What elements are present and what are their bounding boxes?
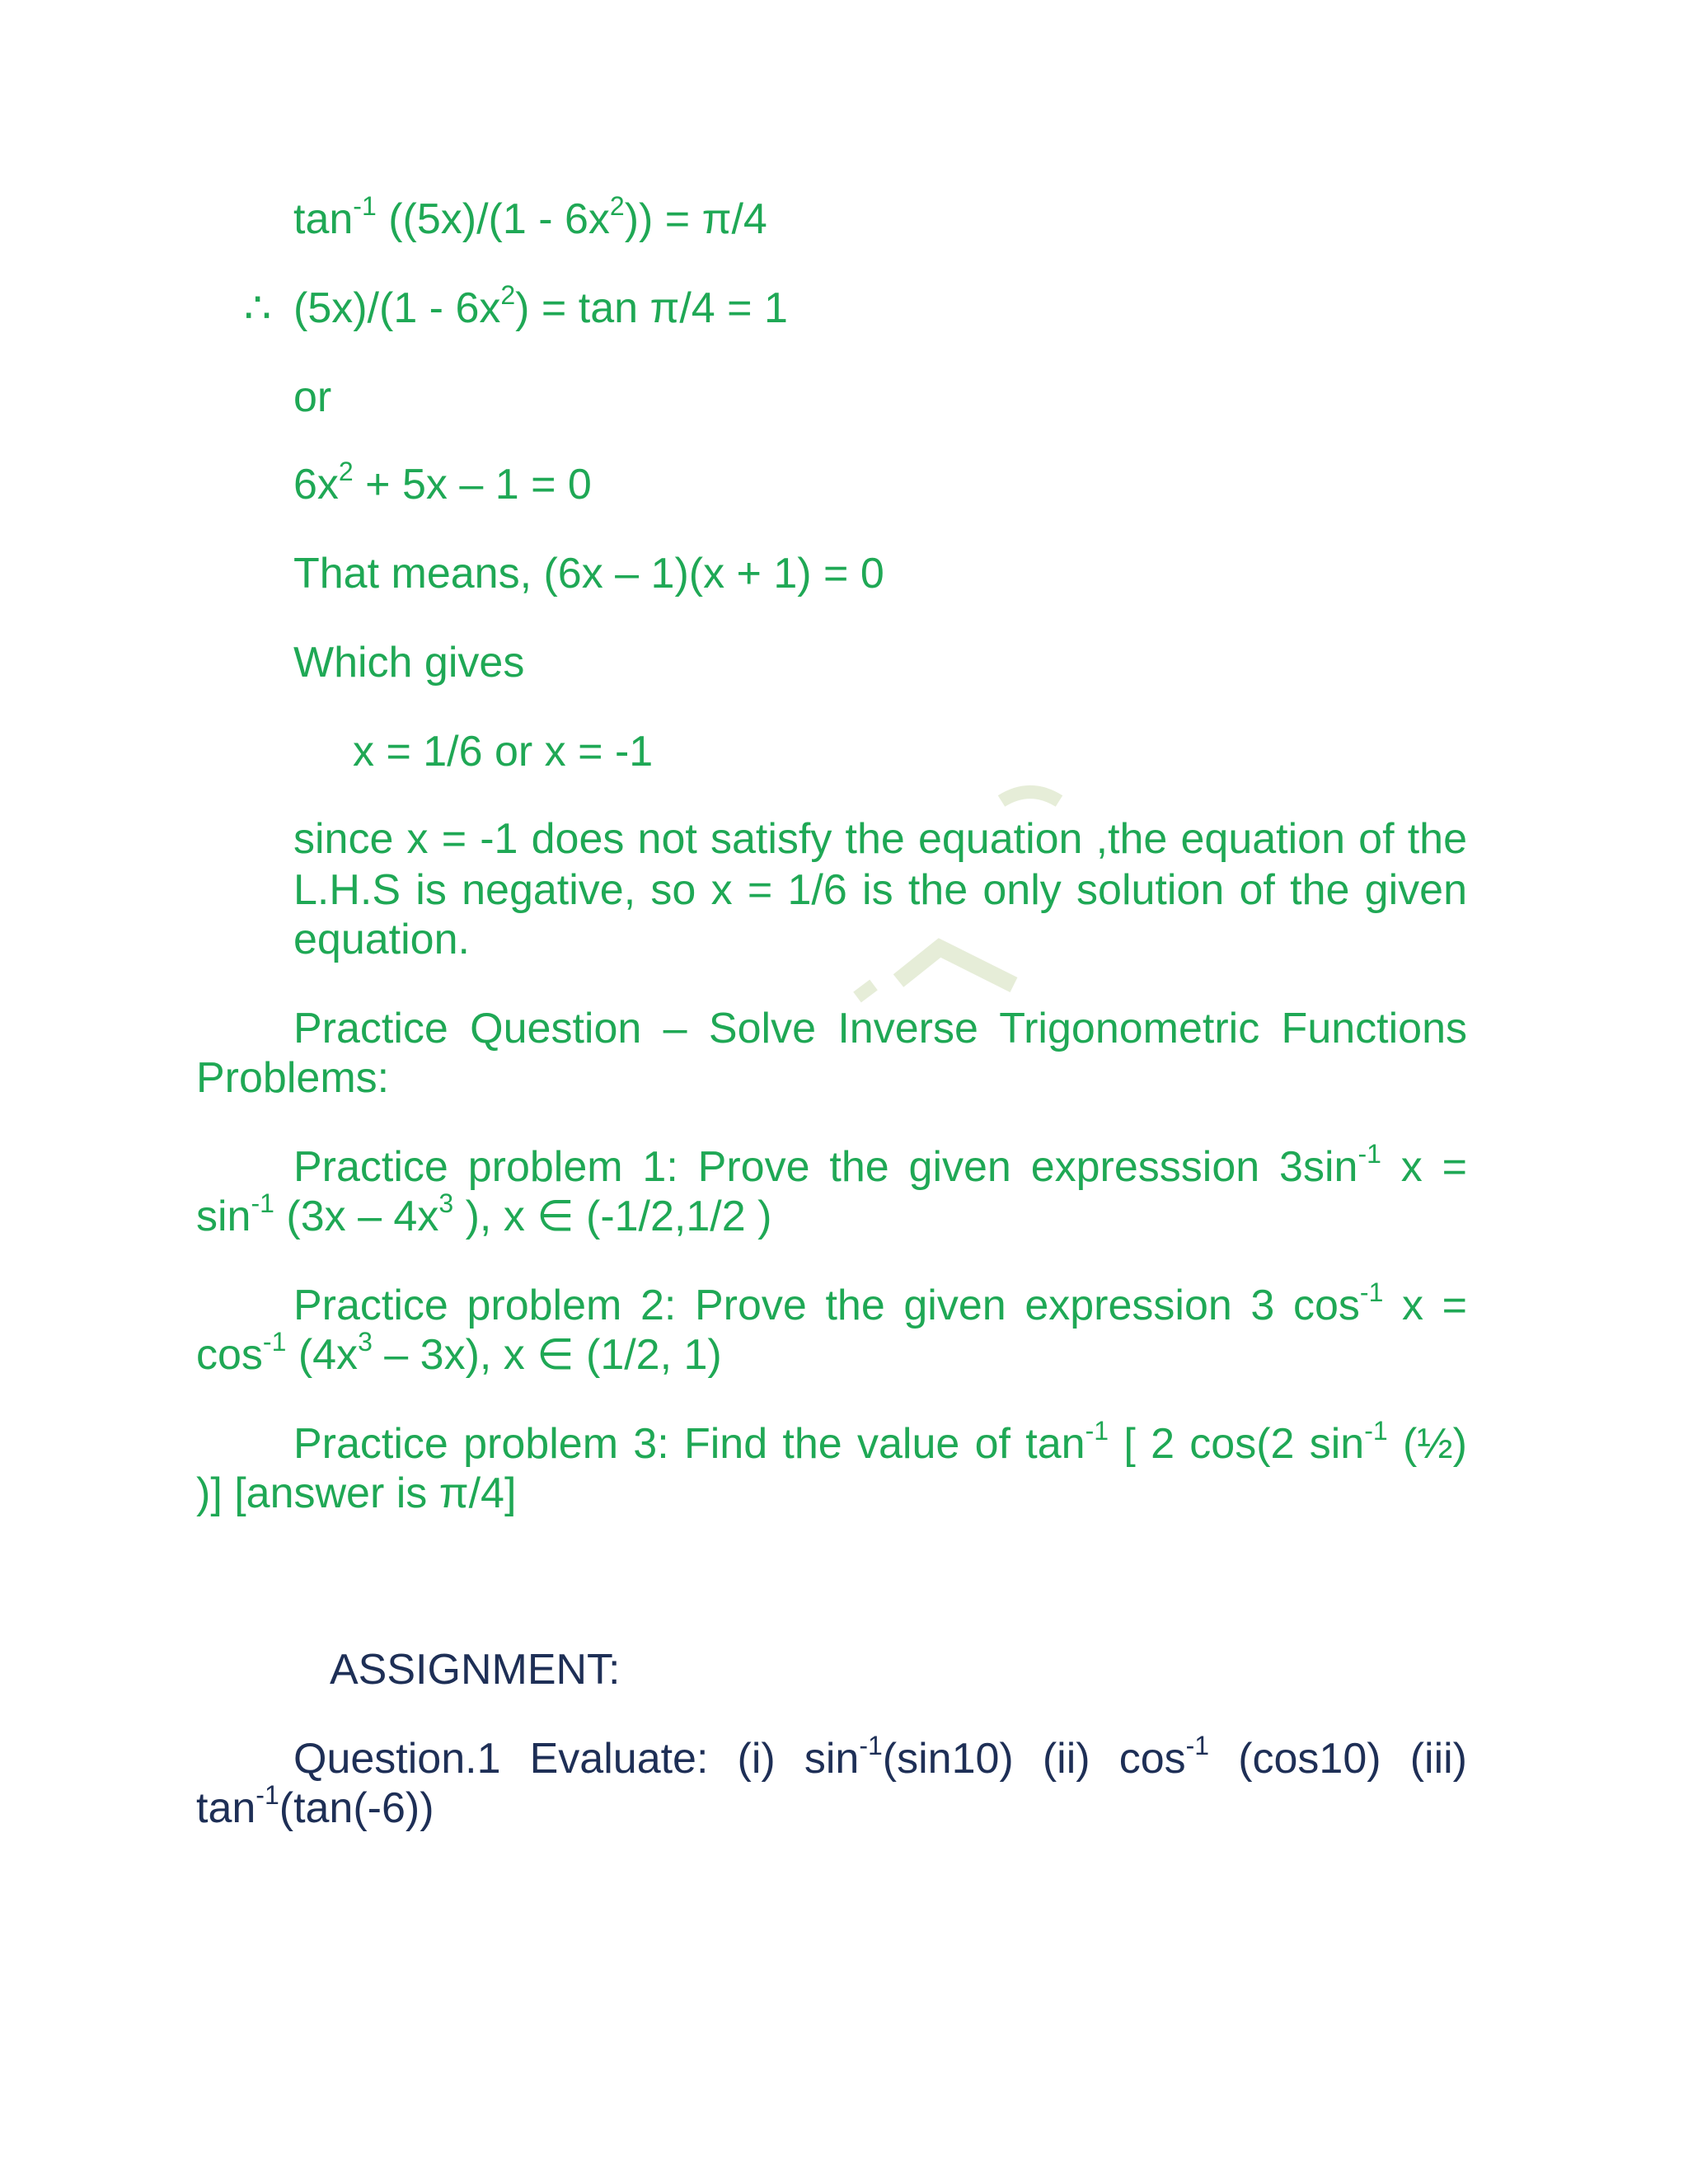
practice-problem-1-line-2: $\sin^{-1} (3x - 4x^3$ ), x ∈ (-1/2,1/2 ) — [196, 1188, 772, 1240]
assignment-question-1-line-1: Question.1 Evaluate: (i) $\sin^{-1}(\sin 10)$ (ii) $\cos^{-1} (\cos 10)$ (iii) — [293, 1730, 1467, 1783]
conclusion-line-1: since x = -1 does not satisfy the equation ,the equation of the — [293, 815, 1467, 863]
equation-line-2: $(5x)/(1 - 6x^2) = \tan \pi/4 = 1$ — [293, 279, 788, 332]
conclusion-line-2: L.H.S is negative, so x = 1/6 is the only solution of the given — [293, 866, 1467, 914]
practice-problem-3-line-2: )] [answer is π/4] — [196, 1469, 517, 1517]
assignment-question-1-line-2: $\tan^{-1}(\tan(-6))$ — [196, 1779, 434, 1832]
equation-line-factor: That means, (6x – 1)(x + 1) = 0 — [293, 550, 884, 598]
assignment-heading: ASSIGNMENT: — [330, 1646, 621, 1694]
equation-line-1: $\tan^{-1} ((5x)/(1 - 6x^2)) = \pi/4$ — [293, 190, 767, 243]
equation-line-quadratic: $6x^2 + 5x - 1 = 0$ — [293, 456, 592, 509]
equation-line-or: or — [293, 373, 332, 421]
practice-problem-2-line-2: $\cos^{-1} (4x^3 - 3x)$, x ∈ (1/2, 1) — [196, 1326, 722, 1379]
therefore-symbol: ∴ — [244, 284, 272, 332]
equation-line-roots: x = 1/6 or x = -1 — [353, 728, 654, 776]
conclusion-line-3: equation. — [293, 916, 470, 963]
practice-problem-1-line-1: Practice problem 1: Prove the given expresssion $3\sin^{-1}$ x = — [293, 1138, 1467, 1191]
practice-problem-2-line-1: Practice problem 2: Prove the given expression 3 $\cos^{-1} x$ = — [293, 1277, 1467, 1329]
practice-heading-line-2: Problems: — [196, 1054, 390, 1102]
equation-line-which-gives: Which gives — [293, 639, 525, 687]
practice-heading-line-1: Practice Question – Solve Inverse Trigonometric Functions — [293, 1005, 1467, 1052]
practice-problem-3-line-1: Practice problem 3: Find the value of $\tan^{-1}$ [ 2 cos(2 $\sin^{-1}$ (½) — [293, 1415, 1467, 1468]
